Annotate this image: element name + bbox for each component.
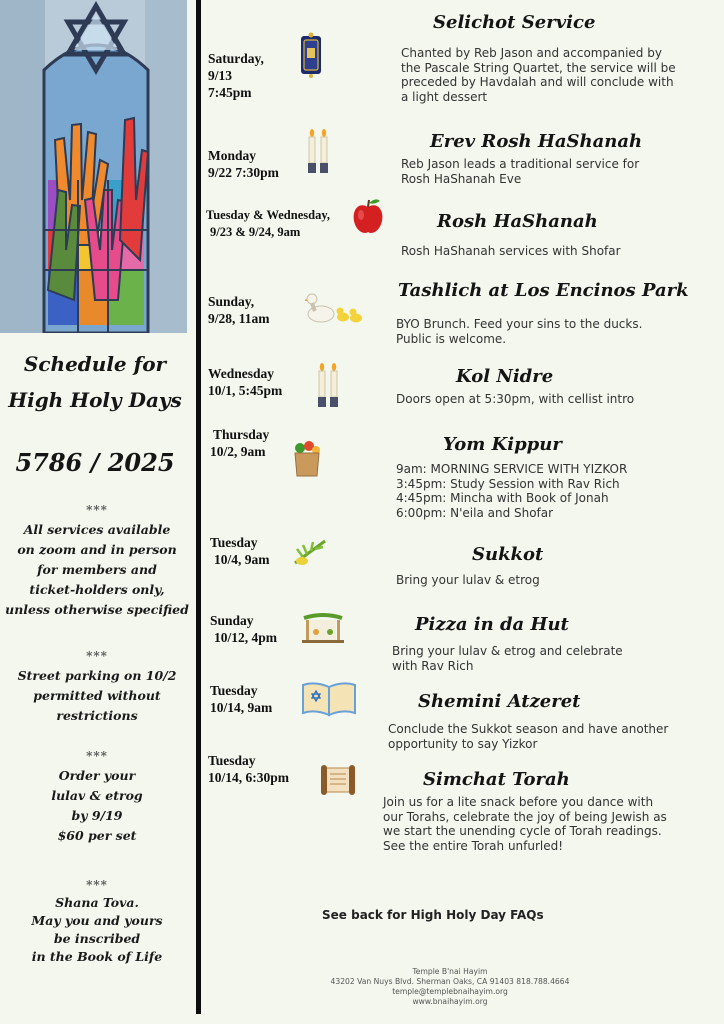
event-description bbox=[396, 317, 642, 346]
date-line: Wednesday bbox=[208, 366, 275, 381]
date-line: 10/12, 4pm bbox=[214, 630, 278, 645]
stained-glass-window-image bbox=[0, 0, 187, 333]
description-line: 9am: MORNING SERVICE WITH YIZKOR bbox=[396, 462, 628, 476]
description-line: 6:00pm: N'eila and Shofar bbox=[396, 505, 554, 520]
ducks-icon bbox=[305, 289, 363, 325]
availability-line: All services available bbox=[23, 522, 171, 537]
event-description bbox=[388, 722, 668, 751]
blessing-note bbox=[4, 876, 190, 966]
description-line: we start the unending cycle of Torah readings. bbox=[383, 824, 662, 839]
description-line: 3:45pm: Study Session with Rav Rich bbox=[396, 476, 620, 491]
temple-address bbox=[300, 967, 600, 1007]
scroll-icon bbox=[318, 764, 358, 796]
lulav-order-line: by 9/19 bbox=[71, 808, 123, 823]
date-line: Thursday bbox=[213, 427, 270, 442]
lulav-icon bbox=[293, 537, 329, 565]
event-description bbox=[396, 392, 634, 407]
description-line: Join us for a lite snack before you dance with bbox=[383, 795, 654, 809]
event-description bbox=[396, 573, 540, 588]
event-title: Tashlich at Los Encinos Park bbox=[398, 280, 689, 301]
schedule-title-line1: Schedule for bbox=[23, 352, 167, 376]
event-date bbox=[208, 147, 279, 181]
description-line: Doors open at 5:30pm, with cellist intro bbox=[396, 392, 635, 406]
blessing-line: be inscribed bbox=[53, 931, 141, 946]
temple-name: Temple B'nai Hayim bbox=[412, 967, 488, 976]
event-title: Sukkot bbox=[472, 544, 544, 565]
date-line: Monday bbox=[208, 148, 257, 163]
parking-line: restrictions bbox=[56, 708, 138, 723]
event-date bbox=[210, 426, 270, 460]
date-line: 10/1, 5:45pm bbox=[208, 383, 283, 398]
blessing-line: May you and yours bbox=[31, 913, 163, 928]
website-address: www.bnaihayim.org bbox=[412, 997, 488, 1006]
date-line: 10/4, 9am bbox=[214, 552, 270, 567]
event-description bbox=[392, 644, 623, 673]
grocery-bag-icon bbox=[292, 439, 322, 477]
availability-line: unless otherwise specified bbox=[5, 602, 189, 617]
separator-stars: *** bbox=[86, 749, 108, 763]
description-line: a light dessert bbox=[401, 89, 488, 104]
event-title: Pizza in da Hut bbox=[415, 614, 569, 635]
date-line: 10/2, 9am bbox=[210, 444, 266, 459]
date-line: Tuesday bbox=[208, 753, 256, 768]
date-line: 9/22 7:30pm bbox=[208, 165, 279, 180]
parking-line: Street parking on 10/2 bbox=[17, 668, 177, 683]
candles-icon bbox=[316, 362, 340, 408]
event-description bbox=[396, 462, 627, 520]
lulav-order-note bbox=[4, 746, 190, 846]
separator-stars: *** bbox=[86, 878, 108, 892]
torah-scroll-icon bbox=[298, 32, 324, 78]
availability-line: ticket-holders only, bbox=[29, 582, 165, 597]
availability-note bbox=[4, 500, 190, 620]
description-line: our Torahs, celebrate the joy of being Jewish as bbox=[383, 809, 667, 824]
lulav-order-line: Order your bbox=[58, 768, 136, 783]
date-line: Sunday, bbox=[208, 294, 255, 309]
street-address: 43202 Van Nuys Blvd. Sherman Oaks, CA 91403 818.788.4664 bbox=[330, 977, 570, 986]
description-line: the Pascale String Quartet, the service will be bbox=[401, 60, 676, 75]
parking-note bbox=[4, 646, 190, 726]
event-title: Yom Kippur bbox=[443, 434, 562, 455]
description-line: Bring your lulav & etrog bbox=[396, 573, 540, 587]
event-date bbox=[208, 752, 289, 786]
date-line: 10/14, 9am bbox=[210, 700, 273, 715]
sukkah-icon bbox=[302, 612, 344, 644]
event-date bbox=[208, 293, 270, 327]
date-line: 9/23 & 9/24, 9am bbox=[210, 225, 301, 239]
event-title: Erev Rosh HaShanah bbox=[430, 131, 643, 152]
event-date bbox=[210, 612, 277, 646]
apple-icon bbox=[350, 197, 386, 235]
description-line: Bring your lulav & etrog and celebrate bbox=[392, 644, 623, 658]
lulav-order-line: lulav & etrog bbox=[51, 788, 143, 803]
date-line: 7:45pm bbox=[208, 85, 252, 100]
description-line: Rosh HaShanah Eve bbox=[401, 171, 522, 186]
description-line: Reb Jason leads a traditional service for bbox=[401, 157, 640, 171]
date-line: Saturday, bbox=[208, 51, 264, 66]
sidebar bbox=[0, 0, 196, 1024]
column-divider bbox=[196, 0, 201, 1014]
event-title: Rosh HaShanah bbox=[437, 211, 598, 232]
event-date bbox=[206, 207, 330, 241]
availability-line: on zoom and in person bbox=[17, 542, 177, 557]
description-line: with Rav Rich bbox=[392, 658, 474, 673]
date-line: 9/13 bbox=[208, 68, 233, 83]
event-title: Simchat Torah bbox=[423, 769, 570, 790]
date-line: Tuesday bbox=[210, 535, 258, 550]
description-line: Public is welcome. bbox=[396, 331, 507, 346]
date-line: 10/14, 6:30pm bbox=[208, 770, 289, 785]
description-line: opportunity to say Yizkor bbox=[388, 736, 538, 751]
blessing-line: Shana Tova. bbox=[55, 895, 139, 910]
date-line: Tuesday & Wednesday, bbox=[206, 208, 331, 222]
schedule-title-line2: High Holy Days bbox=[8, 388, 182, 412]
event-description bbox=[383, 795, 667, 853]
description-line: Chanted by Reb Jason and accompanied by bbox=[401, 46, 662, 60]
separator-stars: *** bbox=[86, 649, 108, 663]
date-line: Tuesday bbox=[210, 683, 258, 698]
availability-line: for members and bbox=[37, 562, 157, 577]
date-line: 9/28, 11am bbox=[208, 311, 270, 326]
event-description bbox=[401, 244, 621, 259]
description-line: Rosh HaShanah services with Shofar bbox=[401, 244, 621, 258]
hebrew-year-title: 5786 / 2025 bbox=[15, 448, 175, 477]
description-line: BYO Brunch. Feed your sins to the ducks. bbox=[396, 317, 643, 331]
date-line: Sunday bbox=[210, 613, 254, 628]
description-line: See the entire Torah unfurled! bbox=[383, 838, 564, 853]
event-description bbox=[401, 157, 639, 186]
description-line: 4:45pm: Mincha with Book of Jonah bbox=[396, 491, 609, 506]
event-title: Shemini Atzeret bbox=[418, 691, 581, 712]
separator-stars: *** bbox=[86, 503, 108, 517]
email-address: temple@templebnaihayim.org bbox=[392, 987, 508, 996]
candles-icon bbox=[306, 128, 330, 174]
event-title: Selichot Service bbox=[433, 12, 596, 33]
event-date bbox=[210, 534, 270, 568]
event-date bbox=[208, 365, 282, 399]
open-book-icon bbox=[301, 681, 357, 717]
event-title: Kol Nidre bbox=[456, 366, 554, 387]
description-line: preceded by Havdalah and will conclude with bbox=[401, 75, 674, 90]
event-description bbox=[401, 46, 676, 104]
description-line: Conclude the Sukkot season and have another bbox=[388, 722, 669, 736]
parking-line: permitted without bbox=[33, 688, 161, 703]
blessing-line: in the Book of Life bbox=[31, 949, 163, 964]
faq-note: See back for High Holy Day FAQs bbox=[322, 908, 544, 922]
lulav-order-line: $60 per set bbox=[57, 828, 137, 843]
event-date bbox=[210, 682, 272, 716]
event-date bbox=[208, 50, 264, 101]
